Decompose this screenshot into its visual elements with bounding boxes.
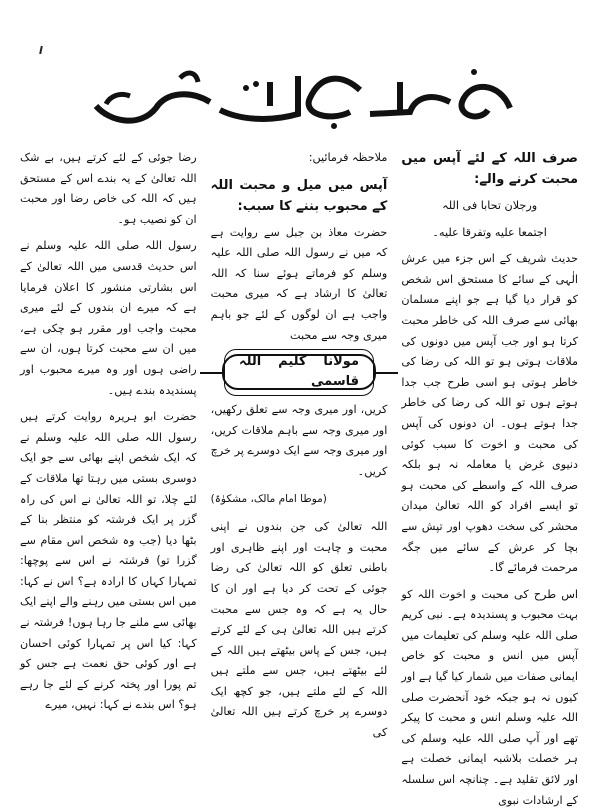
intro-line: ملاحظہ فرمائیں: <box>308 151 388 164</box>
paragraph: حدیث شریف کے اس جزء میں عرش الٰہی کے سائے کا مستحق اس شخص کو قرار دیا گیا ہے جو اپنے مسلمان بھائی سے صرف اللہ کی خاطر محبت کرتا ہو اور جب آپس میں دونوں کی ملاقات ہوتی ہو تو اللہ کی رضا کی خاطر ہوتی ہو اسی طرح جب جدا ہوتے ہوں تو اللہ کی رضا کی خاطر جدا ہوتے ہوں۔ ان دونوں کی آپس کی محبت و اخوت کا سبب کوئی دنیوی غرض یا معاملہ نہ ہو بلکہ صرف اللہ کے واسطے کی محبت ہو تو ایسے افراد کو اللہ تعالیٰ میدان محشر کی سخت دھوپ اور تپش سے بچا کر عرش کے سائے میں جگہ مرحمت فرمائے گا۔ <box>401 252 578 575</box>
paragraph: اللہ تعالیٰ کی جن بندوں نے اپنی محبت و چاہت اور اپنے ظاہری اور باطنی تعلق کو اللہ تعالیٰ کی رضا جوئی کے تحت کر دیا ہے اور ان کا حال یہ ہے کہ وہ جس سے محبت کرتے ہیں اللہ تعالیٰ ہی کے لئے کرتے ہیں، جس کے پاس بیٹھتے ہیں اللہ کے لئے بیٹھتے ہیں، جس سے ملتے ہیں اللہ کے لئے ملتے ہیں، جو کچھ ایک دوسرے پر خرچ کرتے ہیں اللہ تعالیٰ کی <box>210 520 388 740</box>
article-columns <box>19 148 578 807</box>
hadith-quote-line: ورجلان تحابا فی اللہ <box>442 199 538 212</box>
section-heading: صرف اللہ کے لئے آپس میں محبت کرنے والے: <box>401 151 578 187</box>
reference: (موطا امام مالک، مشکوٰۃ) <box>210 492 327 505</box>
title-banner <box>70 62 540 134</box>
section-heading: آپس میں میل و محبت اللہ کے محبوب بننے کا سبب: <box>210 177 388 214</box>
author-badge <box>222 354 376 390</box>
author-name: مولانا کلیم اللہ قاسمی <box>224 349 374 396</box>
hadith-quote-line: اجتمعا علیه وتفرقا علیه۔ <box>432 225 547 239</box>
column-right <box>401 148 578 807</box>
paragraph: کریں، اور میری وجہ سے تعلق رکھیں، اور میری وجہ سے باہم ملاقات کریں، اور میری وجہ سے ایک دوسرے پر خرچ کریں۔ <box>210 403 388 478</box>
column-left <box>20 148 197 728</box>
ink-speck <box>39 46 43 54</box>
paragraph: اس طرح کی محبت و اخوت اللہ کو بہت محبوب و پسندیدہ ہے۔ نبی کریم صلی اللہ علیہ وسلم کی تعلیمات میں آپس میں انس و محبت کو خاص ایمانی صفات میں شمار کیا گیا ہے اور کیوں نہ ہو جبکہ خود آنحضرت صلی اللہ علیہ وسلم انس و محبت کا پیکر تھے اور آپ صلی اللہ علیہ وسلم کی ہر خصلت بلاشبہ ایمانی خصلت ہے اور لائق تقلید ہے۔ چنانچہ اس سلسلہ کے ارشادات نبوی <box>401 587 578 807</box>
paragraph: حضرت ابو ہریرہ روایت کرتے ہیں رسول اللہ صلی اللہ علیہ وسلم نے کہ ایک شخص اپنے بھائی سے جو ایک دوسری بستی میں رہتا تھا ملاقات کے لئے چلا، تو اللہ تعالیٰ نے اس کی راہ گزر پر ایک فرشتہ کو منتظر بنا کے بٹھا دیا (جب وہ شخص اس مقام سے گزرا تو) فرشتہ نے اس سے پوچھا: تمہارا کہاں کا ارادہ ہے؟ اس نے کہا: میں اس بستی میں رہنے والے اپنے ایک بھائی سے ملنے جا رہا ہوں! فرشتہ نے کہا: کیا اس پر تمہارا کوئی احسان ہے اور کوئی حق نعمت ہے جس کو تم پورا اور پختہ کرنے کے لئے جا رہے ہو؟ اس بندے نے کہا: نہیں، میرے <box>19 410 197 712</box>
paragraph: رضا جوئی کے لئے کرتے ہیں، بے شک اللہ تعالیٰ کے یہ بندے اس کے مستحق ہیں کہ اللہ کی خاص رضا اور محبت ان کو نصیب ہو۔ <box>19 151 197 226</box>
paragraph: حضرت معاذ بن جبل سے روایت ہے کہ میں نے رسول اللہ صلی اللہ علیہ وسلم کو فرماتے ہوئے سنا کہ اللہ تعالیٰ کا ارشاد ہے کہ میری محبت واجب ہے ان لوگوں کے لئے جو باہم میری وجہ سے محبت <box>210 225 388 342</box>
column-middle <box>210 148 388 740</box>
calligraphy-title <box>70 62 540 134</box>
paragraph: رسول اللہ صلی اللہ علیہ وسلم نے اس حدیث قدسی میں اللہ تعالیٰ کے اس بشارتی منشور کا اعلان فرمایا ہے کہ میرے ان بندوں کے لئے میری محبت واجب اور مقرر ہو چکی ہے، میں ان سے محبت کرتا ہوں، ان سے راضی ہوں اور وہ میرے محبوب اور پسندیدہ بندے ہیں۔ <box>19 239 197 397</box>
